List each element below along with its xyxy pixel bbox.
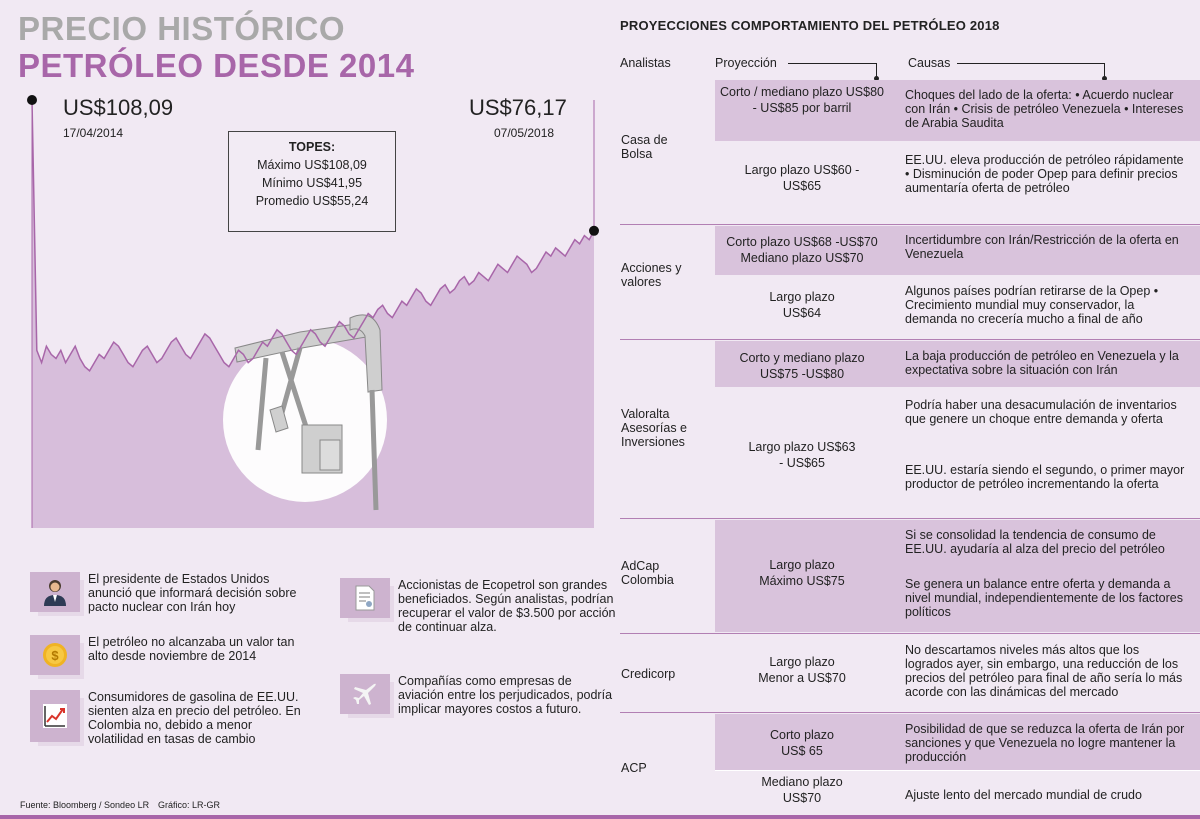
topes-avg: Promedio US$55,24 [255, 194, 369, 208]
pumpjack-counterweight [320, 440, 340, 470]
projection-cell: Corto plazo US$68 -US$70 Mediano plazo US$70 [726, 235, 878, 265]
document-icon [340, 578, 390, 618]
projection-cell: Largo plazo Máximo US$75 [759, 558, 845, 588]
projection-cell: Largo plazo US$60 - US$65 [744, 163, 860, 193]
header-analysts: Analistas [620, 56, 671, 70]
graphic-credit: Gráfico: LR-GR [158, 800, 221, 810]
cause-cell: EE.UU. eleva producción de petróleo rápidamente • Disminución de poder Opep para definir precios aumentaría oferta de petróleo [905, 153, 1184, 195]
fact-text: Compañías como empresas de aviación entre los perjudicados, podría implicar mayores costos a futuro. [398, 674, 613, 716]
source-note: Fuente: Bloomberg / Sondeo LR [20, 800, 150, 810]
start-point-dot [27, 95, 37, 105]
fact-item [340, 578, 620, 634]
bottom-rule [0, 815, 1200, 819]
end-value-label: US$76,17 [469, 95, 567, 120]
header-projection: Proyección [715, 56, 777, 70]
start-date-label: 17/04/2014 [63, 126, 124, 140]
table-title: PROYECCIONES COMPORTAMIENTO DEL PETRÓLEO 2018 [620, 18, 1000, 33]
start-value-label: US$108,09 [63, 95, 174, 120]
president-icon [30, 572, 80, 612]
cause-cell: Posibilidad de que se reduzca la oferta de Irán por sanciones y que Venezuela no logre mantener la producción [905, 722, 1185, 764]
topes-max: Máximo US$108,09 [257, 158, 367, 172]
group-separator [620, 339, 1200, 340]
cause-cell: EE.UU. estaría siendo el segundo, o primer mayor productor de petróleo incrementando la oferta [905, 463, 1185, 491]
analyst-name: Acciones y valores [621, 261, 682, 289]
header-causes: Causas [908, 56, 951, 70]
projection-cell: Largo plazo Menor a US$70 [758, 655, 846, 685]
analyst-name: Credicorp [621, 667, 676, 681]
projection-cell: Corto plazo US$ 65 [770, 728, 834, 758]
fact-text: Accionistas de Ecopetrol son grandes beneficiados. Según analistas, podrían recuperar el valor de $3.500 por acción de continuar alza. [398, 578, 616, 634]
fact-item [340, 674, 620, 716]
row-separator [715, 770, 1200, 771]
cause-cell: Podría haber una desacumulación de inventarios que genere un choque entre demanda y oferta [905, 398, 1177, 426]
group-separator [620, 712, 1200, 713]
fact-text: El petróleo no alcanzaba un valor tan alto desde noviembre de 2014 [88, 635, 295, 663]
title-line-2: PETRÓLEO DESDE 2014 [18, 47, 415, 84]
cause-cell: Se genera un balance entre oferta y demanda a nivel mundial, independientemente de los factores políticos [905, 577, 1183, 619]
projection-cell: Largo plazo US$63 - US$65 [748, 440, 856, 470]
analyst-name: ACP [621, 761, 647, 775]
fact-item [30, 690, 310, 746]
end-date-label: 07/05/2018 [494, 126, 555, 140]
dollar-coin-icon [30, 635, 80, 675]
topes-box [228, 131, 396, 232]
group-separator [620, 224, 1200, 225]
fact-item [30, 635, 310, 675]
projection-cell: Mediano plazo US$70 [761, 775, 843, 805]
cause-cell: Ajuste lento del mercado mundial de crudo [905, 788, 1142, 802]
fact-item [30, 572, 310, 614]
cause-cell: No descartamos niveles más altos que los logrados ayer, sin embargo, una reducción de los precios del petróleo para final de año sería lo más acorde con las dinámicas del mercado [905, 643, 1183, 699]
svg-text:$: $ [51, 648, 59, 663]
projection-cell: Corto / mediano plazo US$80 - US$85 por barril [720, 85, 884, 115]
header-causes-rule [957, 63, 1104, 64]
topes-title: TOPES: [288, 140, 336, 154]
group-separator [620, 633, 1200, 634]
fact-text: Consumidores de gasolina de EE.UU. sienten alza en precio del petróleo. En Colombia no, debido a menor volatilidad en tasas de cambio [88, 690, 301, 746]
cause-cell: Si se consolidad la tendencia de consumo de EE.UU. ayudaría al alza del precio del petróleo [905, 528, 1165, 556]
cause-cell: Choques del lado de la oferta: • Acuerdo nuclear con Irán • Crisis de petróleo Venezuela • Intereses de Arabia Saudita [905, 88, 1184, 130]
topes-min: Mínimo US$41,95 [261, 176, 363, 190]
analyst-name: AdCap Colombia [621, 559, 674, 587]
group-separator [620, 518, 1200, 519]
fact-text: El presidente de Estados Unidos anunció que informará decisión sobre pacto nuclear con Irán hoy [88, 572, 297, 614]
analyst-name: Valoralta Asesorías e Inversiones [621, 407, 688, 449]
cause-cell: La baja producción de petróleo en Venezuela y la expectativa sobre la situación con Irán [905, 349, 1179, 377]
cause-cell: Algunos países podrían retirarse de la Opep • Crecimiento mundial muy conservador, la demanda no crecería mucho a final de año [905, 284, 1159, 326]
rising-chart-icon [30, 690, 80, 742]
airplane-icon [340, 674, 390, 714]
cause-cell: Incertidumbre con Irán/Restricción de la oferta en Venezuela [905, 233, 1179, 261]
analyst-name: Casa de Bolsa [621, 133, 668, 161]
end-point-dot [589, 226, 599, 236]
header-projection-rule [788, 63, 877, 64]
projection-cell: Largo plazo US$64 [769, 290, 835, 320]
title-line-1: PRECIO HISTÓRICO [18, 10, 346, 47]
projection-cell: Corto y mediano plazo US$75 -US$80 [739, 351, 865, 381]
